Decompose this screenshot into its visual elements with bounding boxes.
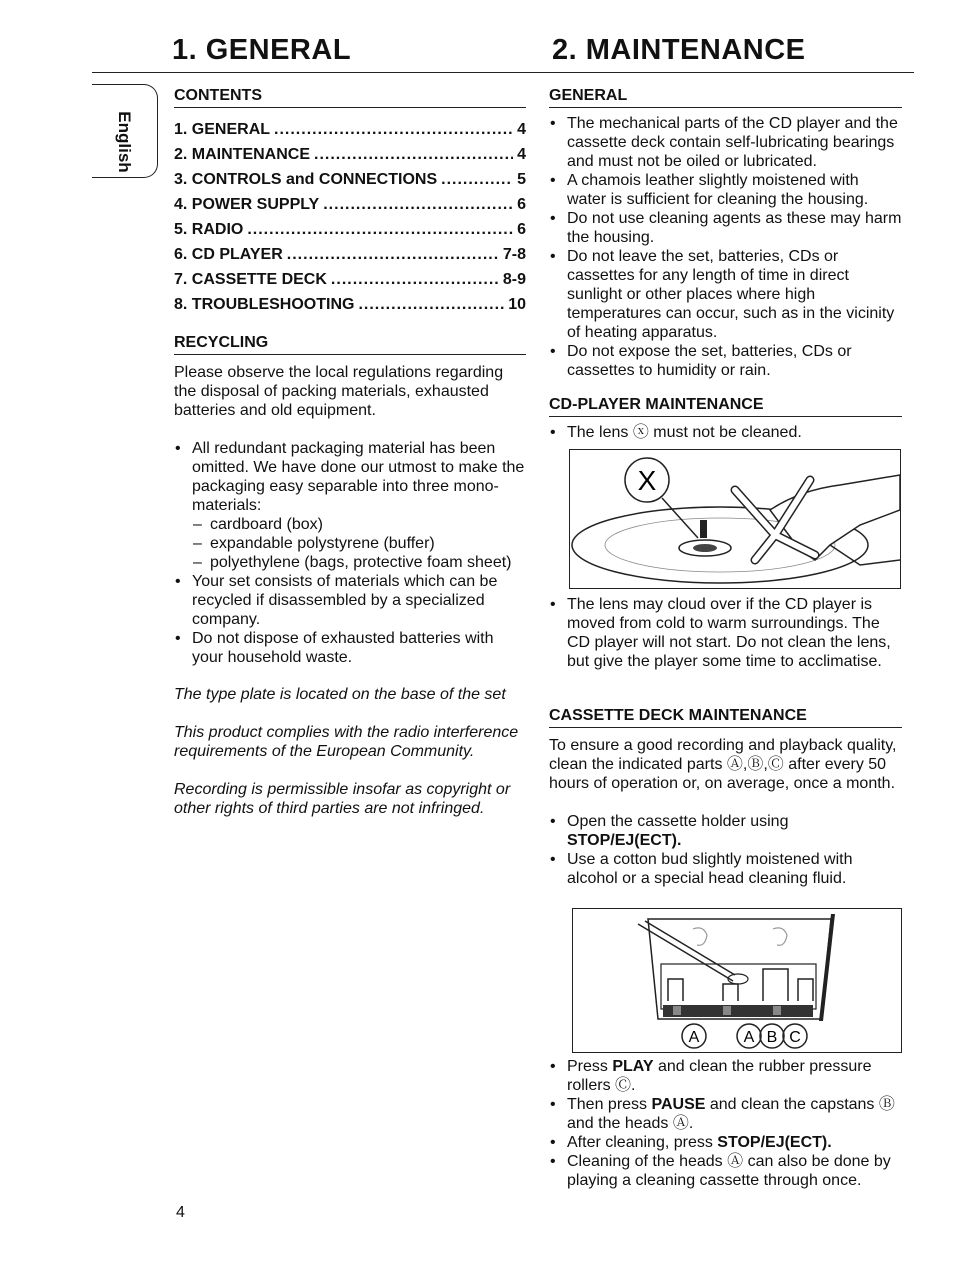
- toc-row: [174, 167, 526, 192]
- toc-title: 3. CONTROLS and CONNECTIONS: [174, 171, 438, 188]
- header-rule: [92, 72, 914, 73]
- page-number: 4: [176, 1204, 185, 1221]
- toc-page: 6: [517, 196, 526, 213]
- cd-maintenance-heading: CD-PLAYER MAINTENANCE: [549, 396, 902, 417]
- cassette-list-bottom: [549, 1057, 902, 1190]
- pause-label: PAUSE: [651, 1096, 706, 1113]
- general-list: [549, 114, 902, 380]
- copyright-note: Recording is permissible insofar as copyright or other rights of third parties are not infringed.: [174, 781, 511, 817]
- list-item: • Your set consists of materials which can be recycled if disassembled by a specialized company.: [174, 572, 526, 629]
- type-plate-note: The type plate is located on the base of the set: [174, 686, 506, 703]
- recycling-intro: Please observe the local regulations regarding the disposal of packing materials, exhausted batteries and old equipment.: [174, 364, 504, 419]
- language-tab-label: English: [115, 111, 134, 173]
- list-item: • Do not expose the set, batteries, CDs or cassettes to humidity or rain.: [549, 342, 902, 380]
- toc-leader: [331, 267, 499, 292]
- cd-lens-drawing: [570, 450, 901, 589]
- text-run: and clean the rubber pressure rollers Ⓒ.: [567, 1058, 872, 1094]
- toc-title: 6. CD PLAYER: [174, 246, 283, 263]
- toc-leader: [323, 192, 513, 217]
- toc-page: 4: [517, 146, 526, 163]
- right-page-title: 2. MAINTENANCE: [552, 34, 806, 66]
- list-item: • Cleaning of the heads Ⓐ can also be done by playing a cleaning cassette through once.: [549, 1152, 902, 1190]
- recycling-bullet-1: All redundant packaging material has been omitted. We have done our utmost to make the packaging easy separable into three mono-materials:: [192, 440, 525, 514]
- cassette-maintenance-section-2: [549, 1057, 902, 1190]
- list-item: • Do not leave the set, batteries, CDs or cassettes for any length of time in direct sunlight or other places where high temperatures can occur, such as in the vicinity of heating apparatus.: [549, 247, 902, 342]
- toc-row: [174, 117, 526, 142]
- callout-a: A: [743, 1029, 755, 1046]
- left-page-title: 1. GENERAL: [172, 34, 352, 66]
- cassette-step-1: Open the cassette holder using: [567, 813, 789, 830]
- lens-label: X: [637, 465, 657, 496]
- toc-page: 6: [517, 221, 526, 238]
- materials-list: [192, 515, 526, 572]
- list-item: • Do not dispose of exhausted batteries with your household waste.: [174, 629, 526, 667]
- callout-a-left: A: [688, 1029, 700, 1046]
- toc-page: 7-8: [502, 246, 526, 263]
- toc-row: [174, 217, 526, 242]
- list-item: – expandable polystyrene (buffer): [192, 534, 526, 553]
- list-item: [549, 812, 902, 850]
- toc-page: 8-9: [502, 271, 526, 288]
- toc-page: 5: [517, 171, 526, 188]
- cd-maintenance-section: [549, 396, 902, 442]
- cassette-heads-illustration: [572, 908, 902, 1053]
- recycling-list: [174, 439, 526, 667]
- text-run: Press: [567, 1058, 613, 1075]
- interference-note: This product complies with the radio interference requirements of the European Community.: [174, 724, 519, 760]
- list-item: • The lens ⓧ must not be cleaned.: [549, 423, 902, 442]
- toc-row: [174, 292, 526, 317]
- cassette-heads-drawing: [573, 909, 902, 1053]
- list-item: [549, 1057, 902, 1095]
- toc-leader: [247, 217, 513, 242]
- toc-page: 4: [517, 121, 526, 138]
- toc-leader: [441, 167, 513, 192]
- list-item: • Do not use cleaning agents as these may harm the housing.: [549, 209, 902, 247]
- contents-list: [174, 117, 526, 317]
- toc-leader: [274, 117, 513, 142]
- recycling-heading: RECYCLING: [174, 334, 526, 355]
- list-item: [549, 1133, 902, 1152]
- toc-title: 5. RADIO: [174, 221, 244, 238]
- text-run: and clean the capstans Ⓑ and the heads Ⓐ.: [567, 1096, 895, 1132]
- contents-heading: CONTENTS: [174, 87, 526, 108]
- cd-lens-illustration: [569, 449, 901, 589]
- cd-list-bottom: [549, 595, 902, 671]
- stop-eject-label: STOP/EJ(ECT).: [717, 1134, 832, 1151]
- toc-leader: [314, 142, 513, 167]
- toc-row: [174, 242, 526, 267]
- general-heading: GENERAL: [549, 87, 902, 108]
- list-item: • A chamois leather slightly moistened with water is sufficient for cleaning the housing.: [549, 171, 902, 209]
- cd-maintenance-section-2: [549, 595, 902, 671]
- general-section: [549, 87, 902, 380]
- toc-row: [174, 142, 526, 167]
- toc-row: [174, 192, 526, 217]
- stop-eject-label: STOP/EJ(ECT).: [567, 832, 682, 849]
- list-item: • Use a cotton bud slightly moistened with alcohol or a special head cleaning fluid.: [549, 850, 902, 888]
- toc-leader: [358, 292, 504, 317]
- toc-title: 2. MAINTENANCE: [174, 146, 311, 163]
- toc-title: 7. CASSETTE DECK: [174, 271, 327, 288]
- text-run: Then press: [567, 1096, 652, 1113]
- list-item: • The mechanical parts of the CD player and the cassette deck contain self-lubricating bearings and must not be oiled or lubricated.: [549, 114, 902, 171]
- cassette-maintenance-section: [549, 707, 902, 888]
- list-item: – cardboard (box): [192, 515, 526, 534]
- list-item: [174, 439, 526, 572]
- cassette-list-top: [549, 812, 902, 888]
- list-item: [549, 1095, 902, 1133]
- list-item: • The lens may cloud over if the CD player is moved from cold to warm surroundings. The CD player will not start. Do not clean the lens, but give the player some time to acclimatise.: [549, 595, 902, 671]
- toc-title: 1. GENERAL: [174, 121, 271, 138]
- cassette-maintenance-heading: CASSETTE DECK MAINTENANCE: [549, 707, 902, 728]
- text-run: After cleaning, press: [567, 1134, 718, 1151]
- toc-row: [174, 267, 526, 292]
- play-label: PLAY: [612, 1058, 654, 1075]
- callout-c: C: [789, 1029, 801, 1046]
- toc-title: 8. TROUBLESHOOTING: [174, 296, 355, 313]
- recycling-section: [174, 334, 526, 818]
- toc-leader: [287, 242, 499, 267]
- contents-section: [174, 87, 526, 317]
- callout-b: B: [766, 1029, 778, 1046]
- cassette-intro: To ensure a good recording and playback quality, clean the indicated parts Ⓐ,Ⓑ,Ⓒ after every 50 hours of operation or, on average, once a month.: [549, 737, 897, 792]
- toc-page: 10: [508, 296, 526, 313]
- toc-title: 4. POWER SUPPLY: [174, 196, 320, 213]
- list-item: – polyethylene (bags, protective foam sheet): [192, 553, 526, 572]
- cd-list-top: [549, 423, 902, 442]
